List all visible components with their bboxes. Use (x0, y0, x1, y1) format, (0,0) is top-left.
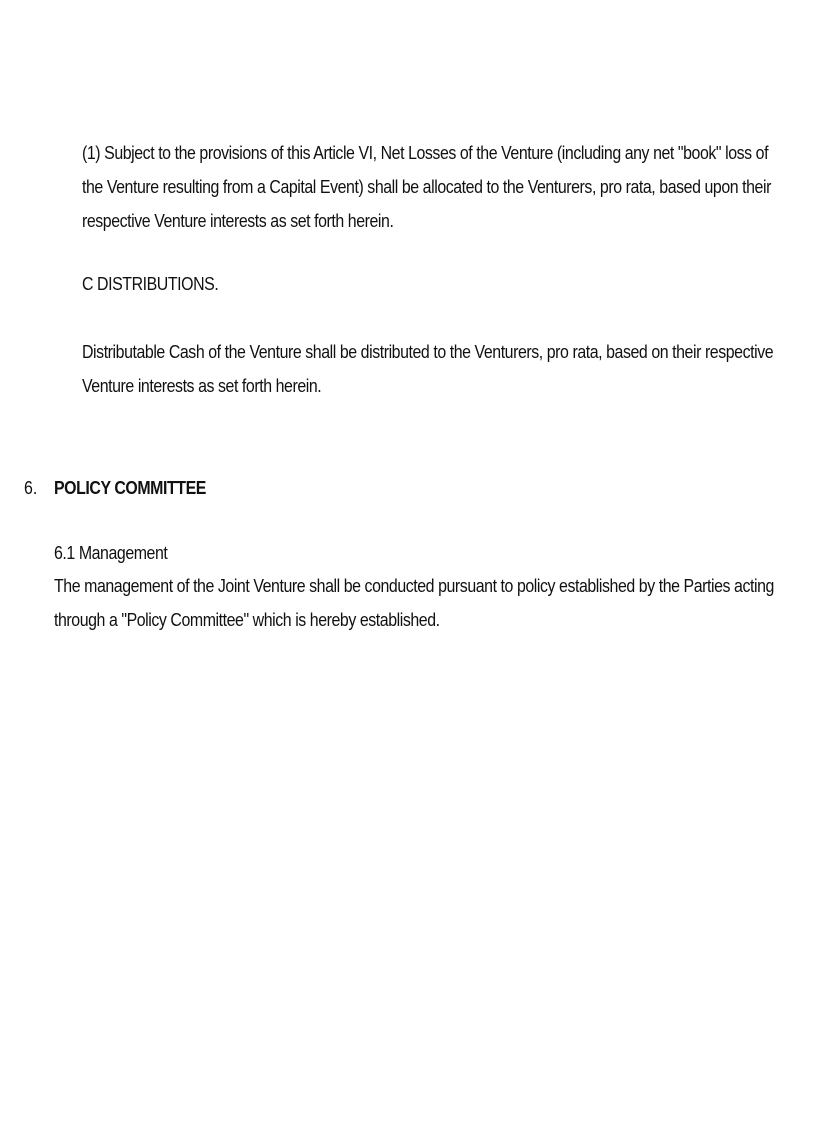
subsection-title: 6.1 Management (54, 542, 168, 563)
net-losses-paragraph: (1) Subject to the provisions of this Article VI, Net Losses of the Venture (including any net "book" loss of the Venture resulting from a Capital Event) shall be allocated to the Venturers, pro rata, based upon their respective Venture interests as set forth herein. (82, 142, 771, 231)
section-title: POLICY COMMITTEE (54, 477, 206, 498)
section-number: 6. (24, 477, 38, 498)
management-paragraph: The management of the Joint Venture shall be conducted pursuant to policy established by the Parties acting through a "Policy Committee" which is hereby established. (54, 575, 774, 630)
distributions-heading: C DISTRIBUTIONS. (82, 273, 219, 294)
distributions-paragraph: Distributable Cash of the Venture shall be distributed to the Venturers, pro rata, based on their respective Venture interests as set forth herein. (82, 341, 774, 396)
